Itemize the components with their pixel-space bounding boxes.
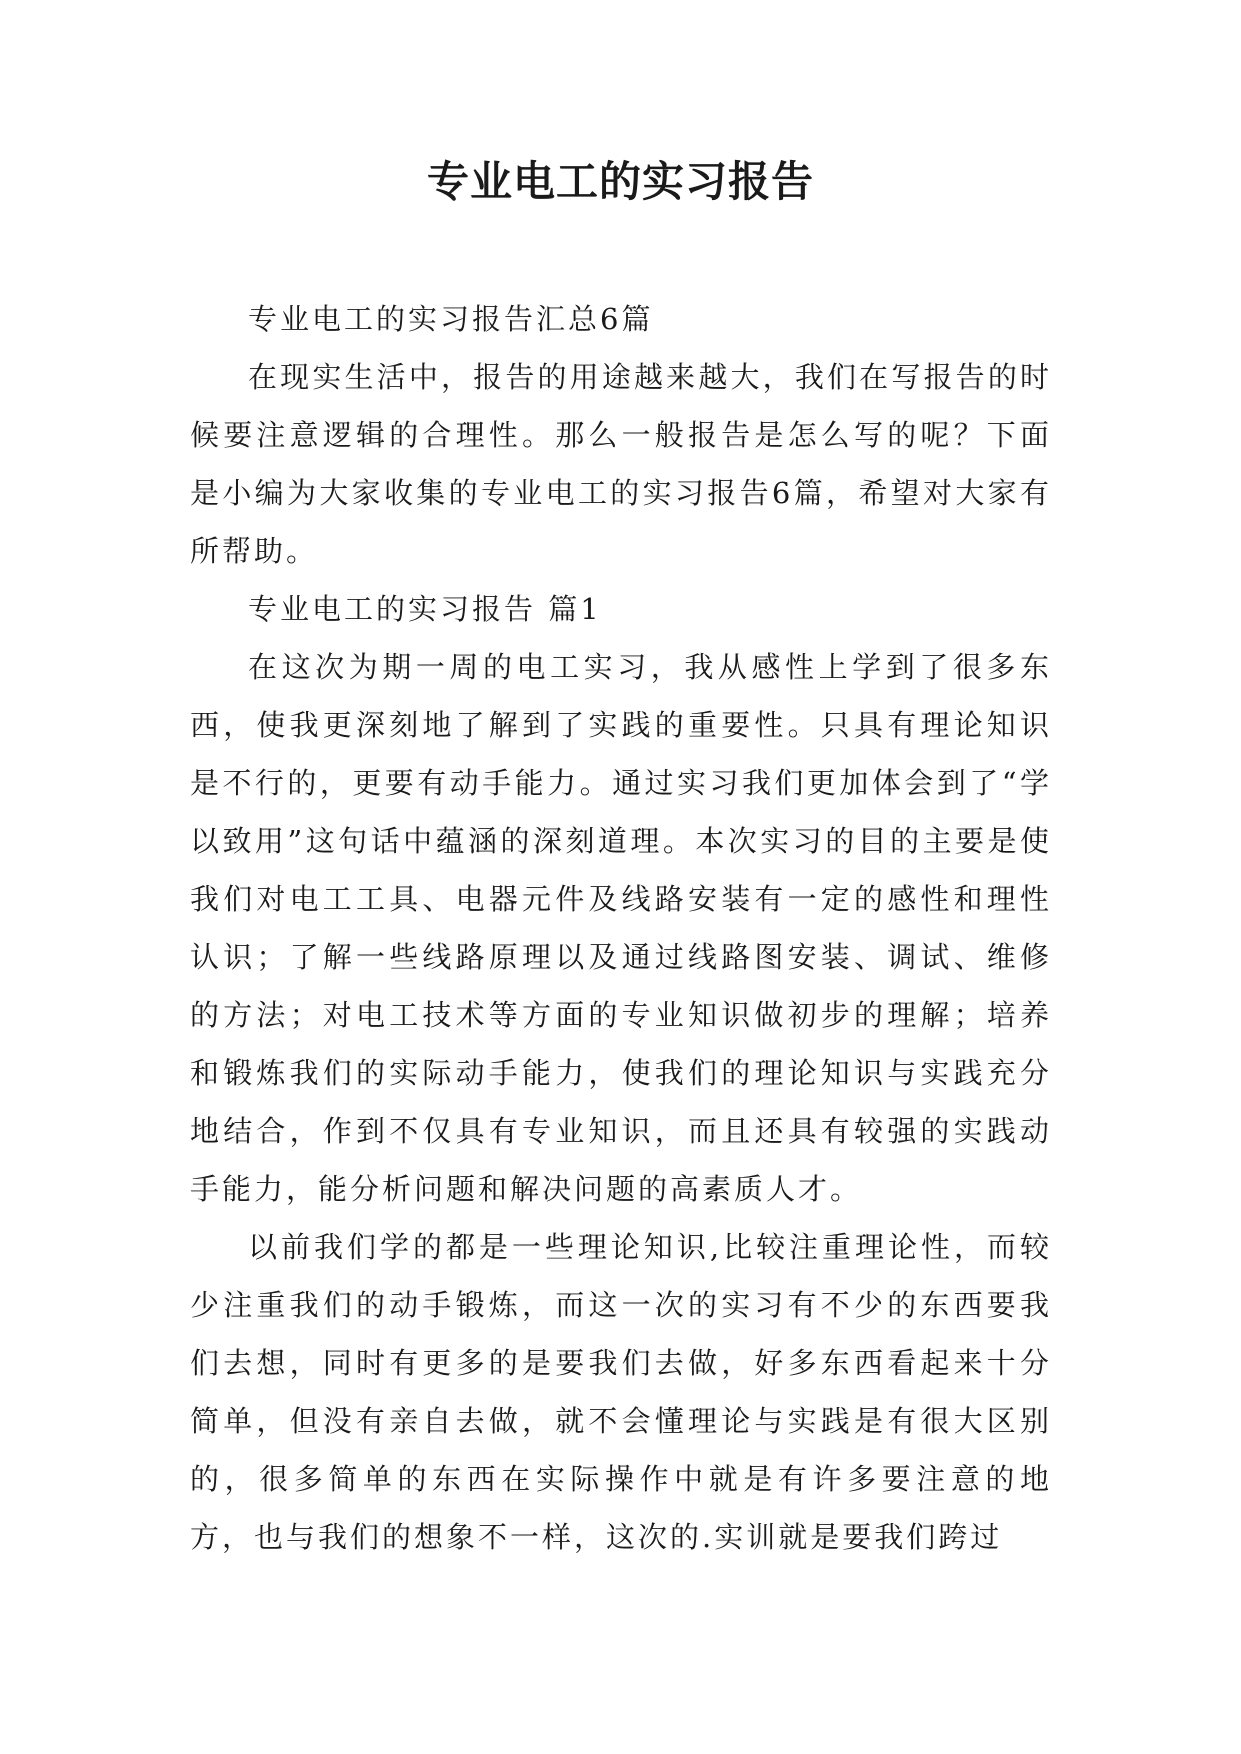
intro-paragraph: 在现实生活中，报告的用途越来越大，我们在写报告的时候要注意逻辑的合理性。那么一般报告是怎么写的呢？下面是小编为大家收集的专业电工的实习报告6篇，希望对大家有所帮助。 — [190, 360, 1052, 568]
document-title: 专业电工的实习报告 — [426, 157, 814, 206]
summary-heading: 专业电工的实习报告汇总6篇 — [248, 302, 654, 336]
section-heading-1: 专业电工的实习报告 篇1 — [248, 592, 602, 626]
document-body — [190, 290, 1052, 1566]
body-paragraph-1: 在这次为期一周的电工实习，我从感性上学到了很多东西，使我更深刻地了解到了实践的重要性。只具有理论知识是不行的，更要有动手能力。通过实习我们更加体会到了“学以致用”这句话中蕴涵的深刻道理。本次实习的目的主要是使我们对电工工具、电器元件及线路安装有一定的感性和理性认识；了解一些线路原理以及通过线路图安装、调试、维修的方法；对电工技术等方面的专业知识做初步的理解；培养和锻炼我们的实际动手能力，使我们的理论知识与实践充分地结合，作到不仅具有专业知识，而且还具有较强的实践动手能力，能分析问题和解决问题的高素质人才。 — [190, 650, 1052, 1206]
body-paragraph-2: 以前我们学的都是一些理论知识,比较注重理论性，而较少注重我们的动手锻炼，而这一次的实习有不少的东西要我们去想，同时有更多的是要我们去做，好多东西看起来十分简单，但没有亲自去做，就不会懂理论与实践是有很大区别的，很多简单的东西在实际操作中就是有许多要注意的地方，也与我们的想象不一样，这次的.实训就是要我们跨过 — [190, 1230, 1052, 1554]
